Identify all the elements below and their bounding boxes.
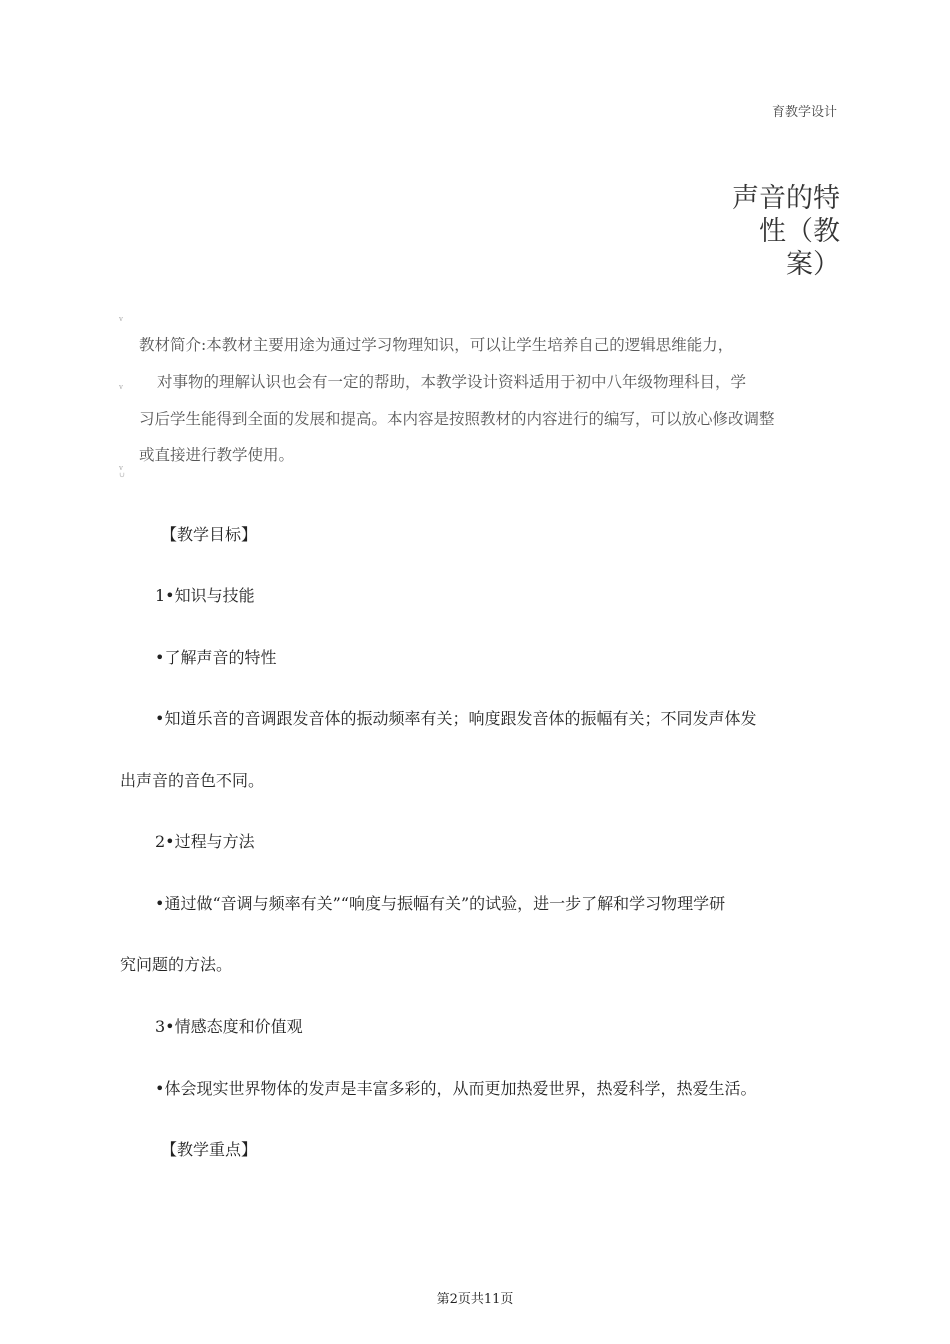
intro-line: 习后学生能得到全面的发展和提高。本内容是按照教材的内容进行的编写，可以放心修改调整 [139, 410, 775, 428]
goal-bullet-continued: 究问题的方法。 [120, 955, 233, 974]
document-title [710, 182, 840, 281]
goal-bullet: •了解声音的特性 [155, 648, 277, 667]
goal-bullet: •知道乐音的音调跟发音体的振动频率有关；响度跟发音体的振幅有关；不同发声体发 [155, 709, 757, 728]
margin-mark: v [119, 383, 123, 391]
margin-mark: v ∪ [119, 464, 125, 479]
intro-line: 对事物的理解认识也会有一定的帮助，本教学设计资料适用于初中八年级物理科目，学 [157, 373, 747, 391]
goal-item-3: 3•情感态度和价值观 [155, 1017, 303, 1036]
goal-item-2: 2•过程与方法 [155, 832, 255, 851]
goal-item-1: 1•知识与技能 [155, 586, 255, 605]
page-number: 第2页共11页 [436, 1292, 514, 1307]
section-heading-key-points: 【教学重点】 [161, 1140, 258, 1159]
section-heading-goals: 【教学目标】 [161, 525, 258, 544]
goal-bullet-continued: 出声音的音色不同。 [120, 771, 265, 790]
intro-line: 或直接进行教学使用。 [139, 446, 295, 464]
margin-mark: v [119, 315, 123, 323]
title-line-1: 声音的特 [732, 183, 840, 214]
intro-line: 教材简介:本教材主要用途为通过学习物理知识，可以让学生培养自己的逻辑思维能力， [139, 336, 734, 354]
goal-bullet: •通过做“音调与频率有关”“响度与振幅有关”的试验，进一步了解和学习物理学研 [155, 894, 726, 913]
goal-bullet: •体会现实世界物体的发声是丰富多彩的，从而更加热爱世界，热爱科学，热爱生活。 [155, 1079, 757, 1098]
title-line-3: 案） [786, 249, 840, 280]
header-text: 育教学设计 [771, 105, 837, 120]
title-line-2: 性（教 [759, 216, 840, 247]
